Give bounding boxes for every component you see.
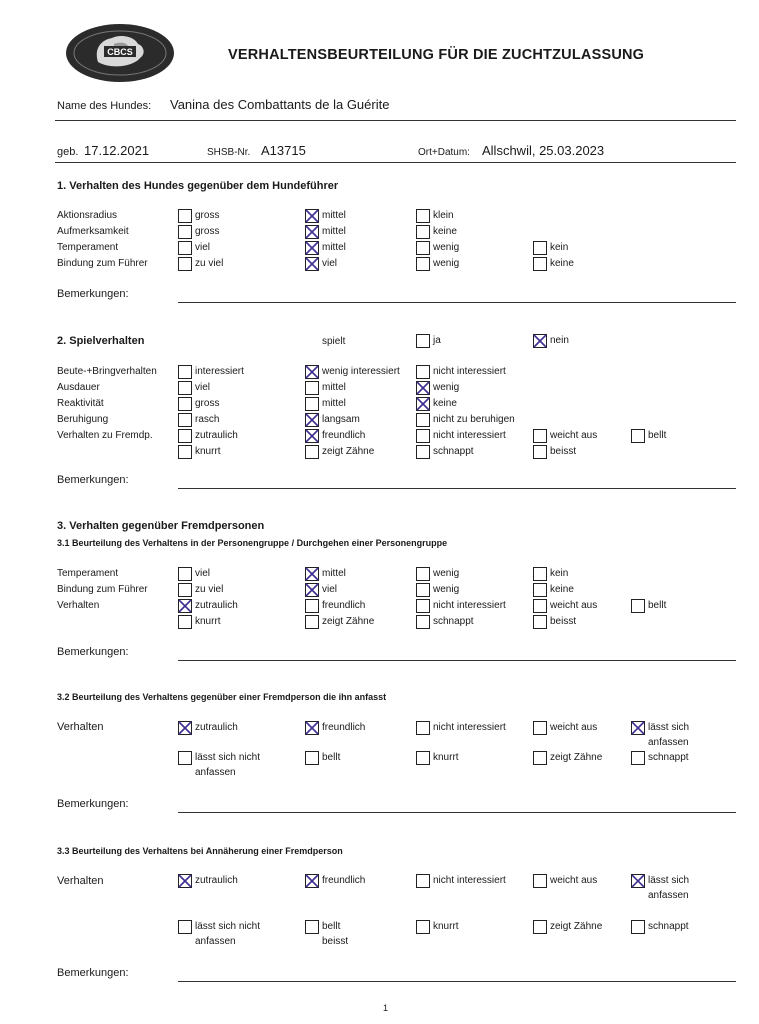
option-label: gross [195,398,220,409]
checkbox-freundlich[interactable] [305,429,319,443]
option-label: bellt [322,752,341,763]
shsb-value: A13715 [261,143,306,158]
checkbox-langsam[interactable] [305,413,319,427]
checkbox-weicht-aus[interactable] [533,599,547,613]
shsb-label: SHSB-Nr. [207,147,251,158]
checkbox-mittel[interactable] [305,381,319,395]
place-date-value: Allschwil, 25.03.2023 [482,143,605,158]
page-number: 1 [383,1003,389,1013]
remarks-line [178,660,736,661]
option-label: wenig [433,242,460,253]
option-label: bellt [648,600,667,611]
option-label-continued: anfassen [648,890,689,901]
option-label: schnappt [648,752,689,763]
row-label: Temperament [57,242,119,253]
checkbox-nein[interactable] [533,334,547,348]
checkbox-wenig[interactable] [416,257,430,271]
checkbox-zu-viel[interactable] [178,583,192,597]
row-label: Bindung zum Führer [57,584,148,595]
check-mark-icon [305,721,319,735]
check-mark-icon [416,397,430,411]
checkbox-zeigt-zähne[interactable] [305,445,319,459]
place-date-label: Ort+Datum: [418,147,470,158]
option-label: zu viel [195,584,224,595]
checkbox-mittel[interactable] [305,567,319,581]
option-label: mittel [322,398,346,409]
checkbox-kein[interactable] [533,567,547,581]
option-label: kein [550,568,569,579]
check-mark-icon [305,413,319,427]
option-label: weicht aus [550,430,598,441]
checkbox-ja[interactable] [416,334,430,348]
option-label: zutraulich [195,722,238,733]
checkbox-freundlich[interactable] [305,599,319,613]
option-label: bellt [322,921,341,932]
checkbox-viel[interactable] [305,583,319,597]
section-1-heading: 1. Verhalten des Hundes gegenüber dem Hundeführer [57,180,339,192]
option-label: lässt sich [648,875,690,886]
check-mark-icon [305,241,319,255]
option-label: rasch [195,414,220,425]
option-label: zutraulich [195,430,238,441]
option-label: nicht interessiert [433,600,506,611]
option-label: mittel [322,226,346,237]
checkbox-gross[interactable] [178,397,192,411]
checkbox-mittel[interactable] [305,209,319,223]
option-label: nicht interessiert [433,722,506,733]
option-label-continued: beisst [322,936,349,947]
checkbox-bellt[interactable] [631,599,645,613]
option-label: viel [195,568,211,579]
check-mark-icon [178,874,192,888]
option-label: gross [195,226,220,237]
checkbox-bellt[interactable] [305,751,319,765]
remarks-line [178,812,736,813]
checkbox-keine[interactable] [416,397,430,411]
checkbox-knurrt[interactable] [416,751,430,765]
option-label: weicht aus [550,875,598,886]
checkbox-lässt-sich-nicht[interactable] [178,920,192,934]
option-label: knurrt [195,616,221,627]
option-label: schnappt [648,921,689,932]
checkbox-zutraulich[interactable] [178,721,192,735]
checkbox-knurrt[interactable] [178,445,192,459]
row-label: Beruhigung [57,414,109,425]
section-3-heading: 3. Verhalten gegenüber Fremdpersonen [57,520,265,532]
section-31-heading: 3.1 Beurteilung des Verhaltens in der Personengruppe / Durchgehen einer Personengruppe [57,538,448,548]
remarks-label: Bemerkungen: [57,646,129,658]
checkbox-zeigt-zähne[interactable] [305,615,319,629]
club-logo [64,22,176,84]
option-label: keine [433,226,457,237]
option-label: bellt [648,430,667,441]
checkbox-keine[interactable] [533,257,547,271]
checkbox-wenig-interessiert[interactable] [305,365,319,379]
checkbox-viel[interactable] [305,257,319,271]
option-label: ja [433,335,441,346]
checkbox-viel[interactable] [178,241,192,255]
page-title: VERHALTENSBEURTEILUNG FÜR DIE ZUCHTZULASSUNG [228,47,645,63]
option-label: knurrt [195,446,221,457]
checkbox-schnappt[interactable] [416,445,430,459]
checkbox-keine[interactable] [416,225,430,239]
checkbox-wenig[interactable] [416,583,430,597]
checkbox-knurrt[interactable] [178,615,192,629]
option-label: mittel [322,242,346,253]
option-label: interessiert [195,366,244,377]
section-33-heading: 3.3 Beurteilung des Verhaltens bei Annäherung einer Fremdperson [57,846,343,856]
checkbox-lässt-sich[interactable] [631,874,645,888]
checkbox-nicht-interessiert[interactable] [416,599,430,613]
checkbox-zutraulich[interactable] [178,599,192,613]
option-label-continued: anfassen [195,936,236,947]
checkbox-nicht-interessiert[interactable] [416,721,430,735]
option-label: klein [433,210,454,221]
row-label: Beute-+Bringverhalten [57,366,157,377]
option-label: mittel [322,382,346,393]
check-mark-icon [305,365,319,379]
check-mark-icon [416,381,430,395]
option-label: freundlich [322,430,366,441]
row-label: Aufmerksamkeit [57,226,129,237]
dog-name-label: Name des Hundes: [57,100,152,112]
check-mark-icon [305,209,319,223]
birth-label: geb. [57,146,79,158]
option-label: wenig [433,258,460,269]
checkbox-beisst[interactable] [533,615,547,629]
option-label: freundlich [322,875,366,886]
checkbox-weicht-aus[interactable] [533,874,547,888]
option-label: lässt sich [648,722,690,733]
option-label: nein [550,335,569,346]
verhalten-label: Verhalten [57,875,104,887]
row-label: Bindung zum Führer [57,258,148,269]
option-label: zu viel [195,258,224,269]
checkbox-mittel[interactable] [305,225,319,239]
row-label: Temperament [57,568,119,579]
checkbox-freundlich[interactable] [305,721,319,735]
checkbox-lässt-sich[interactable] [631,721,645,735]
option-label: knurrt [433,752,459,763]
option-label: wenig [433,568,460,579]
checkbox-zutraulich[interactable] [178,874,192,888]
option-label: viel [322,584,338,595]
option-label: zeigt Zähne [550,752,603,763]
svg-text:CBCS: CBCS [107,47,133,57]
checkbox-interessiert[interactable] [178,365,192,379]
checkbox-viel[interactable] [178,381,192,395]
check-mark-icon [305,225,319,239]
option-label: zutraulich [195,600,238,611]
option-label: nicht interessiert [433,366,506,377]
checkbox-bellt[interactable] [305,920,319,934]
check-mark-icon [305,429,319,443]
checkbox-freundlich[interactable] [305,874,319,888]
checkbox-mittel[interactable] [305,397,319,411]
remarks-line [178,302,736,303]
checkbox-gross[interactable] [178,225,192,239]
option-label: beisst [550,446,577,457]
option-label: nicht interessiert [433,875,506,886]
option-label: zeigt Zähne [550,921,603,932]
option-label: nicht zu beruhigen [433,414,515,425]
checkbox-wenig[interactable] [416,381,430,395]
row-label: Aktionsradius [57,210,118,221]
checkbox-schnappt[interactable] [631,751,645,765]
remarks-line [178,981,736,982]
verhalten-label: Verhalten [57,721,104,733]
spielt-label: spielt [322,336,346,347]
remarks-line [178,488,736,489]
option-label: beisst [550,616,577,627]
check-mark-icon [305,874,319,888]
checkbox-gross[interactable] [178,209,192,223]
option-label: gross [195,210,220,221]
option-label: knurrt [433,921,459,932]
option-label: kein [550,242,569,253]
option-label: nicht interessiert [433,430,506,441]
option-label: schnappt [433,446,474,457]
option-label: keine [433,398,457,409]
option-label-continued: anfassen [195,767,236,778]
checkbox-rasch[interactable] [178,413,192,427]
checkbox-knurrt[interactable] [416,920,430,934]
option-label: schnappt [433,616,474,627]
option-label: wenig [433,584,460,595]
row-label: Reaktivität [57,398,104,409]
option-label: lässt sich nicht [195,921,261,932]
checkbox-schnappt[interactable] [416,615,430,629]
check-mark-icon [305,583,319,597]
checkbox-schnappt[interactable] [631,920,645,934]
checkbox-zu-viel[interactable] [178,257,192,271]
option-label: zutraulich [195,875,238,886]
checkbox-viel[interactable] [178,567,192,581]
remarks-label: Bemerkungen: [57,474,129,486]
section-2-heading: 2. Spielverhalten [57,335,145,347]
checkbox-nicht-interessiert[interactable] [416,365,430,379]
option-label: zeigt Zähne [322,616,375,627]
remarks-label: Bemerkungen: [57,967,129,979]
option-label: mittel [322,210,346,221]
checkbox-wenig[interactable] [416,567,430,581]
checkbox-kein[interactable] [533,241,547,255]
checkbox-bellt[interactable] [631,429,645,443]
option-label: freundlich [322,722,366,733]
row-label: Verhalten zu Fremdp. [57,430,153,441]
check-mark-icon [631,874,645,888]
checkbox-weicht-aus[interactable] [533,429,547,443]
row-label: Verhalten [57,600,100,611]
checkbox-weicht-aus[interactable] [533,721,547,735]
dog-name-value: Vanina des Combattants de la Guérite [170,97,390,112]
row-label: Ausdauer [57,382,100,393]
check-mark-icon [631,721,645,735]
option-label-continued: anfassen [648,737,689,748]
remarks-label: Bemerkungen: [57,798,129,810]
option-label: wenig interessiert [322,366,400,377]
check-mark-icon [305,567,319,581]
option-label: viel [322,258,338,269]
option-label: weicht aus [550,722,598,733]
checkbox-zutraulich[interactable] [178,429,192,443]
check-mark-icon [533,334,547,348]
option-label: keine [550,258,574,269]
option-label: viel [195,242,211,253]
option-label: lässt sich nicht [195,752,261,763]
option-label: viel [195,382,211,393]
checkbox-nicht-zu-beruhigen[interactable] [416,413,430,427]
option-label: freundlich [322,600,366,611]
section-32-heading: 3.2 Beurteilung des Verhaltens gegenüber einer Fremdperson die ihn anfasst [57,692,387,702]
checkbox-lässt-sich-nicht[interactable] [178,751,192,765]
checkbox-zeigt-zähne[interactable] [533,920,547,934]
checkbox-zeigt-zähne[interactable] [533,751,547,765]
divider [55,120,736,121]
check-mark-icon [178,721,192,735]
checkbox-keine[interactable] [533,583,547,597]
option-label: keine [550,584,574,595]
checkbox-nicht-interessiert[interactable] [416,429,430,443]
check-mark-icon [305,257,319,271]
checkbox-klein[interactable] [416,209,430,223]
divider [55,162,736,163]
option-label: wenig [433,382,460,393]
check-mark-icon [178,599,192,613]
checkbox-nicht-interessiert[interactable] [416,874,430,888]
checkbox-wenig[interactable] [416,241,430,255]
option-label: langsam [322,414,360,425]
remarks-label: Bemerkungen: [57,288,129,300]
option-label: weicht aus [550,600,598,611]
checkbox-beisst[interactable] [533,445,547,459]
option-label: zeigt Zähne [322,446,375,457]
checkbox-mittel[interactable] [305,241,319,255]
option-label: mittel [322,568,346,579]
birth-value: 17.12.2021 [84,143,150,158]
